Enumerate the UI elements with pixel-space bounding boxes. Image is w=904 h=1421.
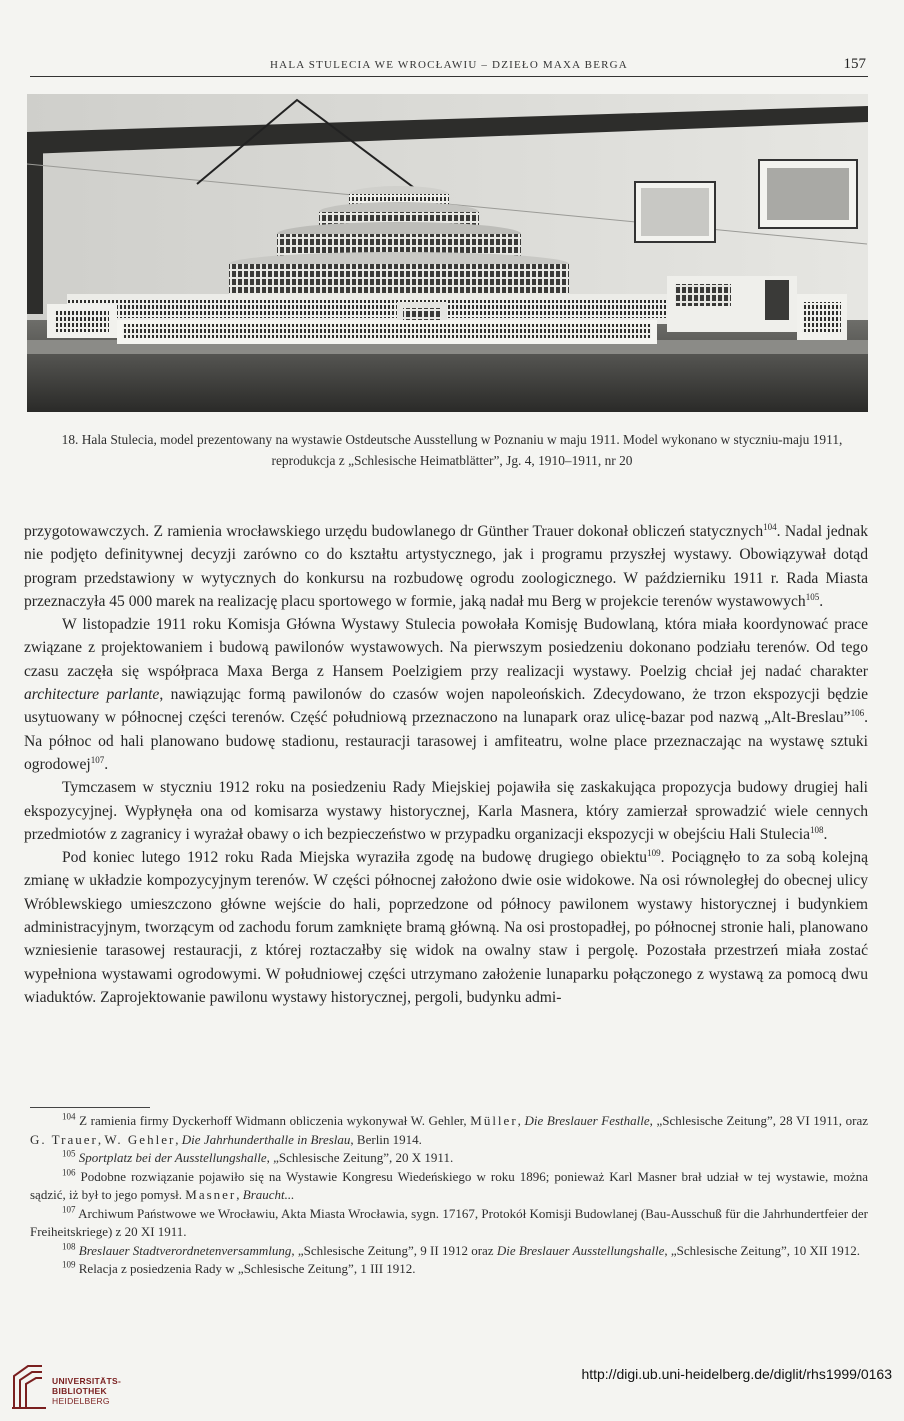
text-run: , „Schlesische Zeitung”, 20 X 1911. bbox=[266, 1150, 454, 1165]
footnote-ref[interactable]: 109 bbox=[647, 847, 661, 858]
italic-title: Braucht... bbox=[242, 1187, 295, 1202]
text-run: Relacja z posiedzenia Rady w „Schlesische Zeitung”, 1 III 1912. bbox=[75, 1261, 416, 1276]
footnote-109 bbox=[30, 1260, 868, 1279]
footnote-number: 107 bbox=[62, 1204, 76, 1215]
text-run: . Pociągnęło to za sobą kolejną zmianę w układzie kompozycyjnym terenów. W części północnej założono dwie osie widokowe. Na osi równoległej do obecnej ulicy Wróblewskiego umieszczono główne wejście do hali, poprzedzone od północy pawilonem wystawy historycznej i budynkiem administracyjnym, tworzącym od zachodu forum zamknięte bramą główną. Na osi prostopadłej, po północnej stronie hali, planowano wzniesienie tarasowej restauracji, z której roztaczałby się widok na owalny staw i pergolę. Pozostała przestrzeń miała zostać wypełniona wystawami ogrodowymi. W południowej części utrzymano założenie lunaparku połączonego z wystawą za pomocą dwu wiaduktów. Zaprojektowanie pawilonu wystawy historycznej, pergoli, budynku admi- bbox=[24, 849, 868, 1006]
text-run: Z ramienia firmy Dyckerhoff Widmann obliczenia wykonywał W. Gehler, bbox=[75, 1113, 471, 1128]
running-title: HALA STULECIA WE WROCŁAWIU – DZIEŁO MAXA BERGA bbox=[270, 59, 628, 71]
text-run: , nawiązując formą pawilonów do czasów wojen napoleońskich. Zdecydowano, że trzon ekspozycji będzie usytuowany w północnej części terenów. Część południową przeznaczono na lunapark oraz ulicę-bazar pod nazwą „Alt-Breslau” bbox=[24, 686, 869, 727]
italic-title: Die Jahrhunderthalle in Breslau bbox=[181, 1131, 351, 1147]
figure-photo bbox=[27, 94, 868, 412]
footnote-divider bbox=[30, 1107, 150, 1108]
figure-caption: 18. Hala Stulecia, model prezentowany na wystawie Ostdeutsche Ausstellung w Poznaniu w maju 1911. Model wykonano w styczniu-maju 1911, reprodukcja z „Schlesische Heimatblätter”, Jg. 4, 1910–1911, nr 20 bbox=[61, 432, 843, 468]
author-name: W. Gehler bbox=[104, 1131, 176, 1147]
text-run: Podobne rozwiązanie pojawiło się na Wystawie Kongresu Wiedeńskiego w roku 1896; ponieważ Karl Masner brał udział w tej wystawie, można sądzić, iż był to jego pomysł. bbox=[30, 1168, 868, 1202]
text-run: , bbox=[236, 1187, 243, 1202]
author-name: Masner bbox=[185, 1187, 237, 1202]
author-name: Müller bbox=[470, 1113, 518, 1128]
footnote-number: 105 bbox=[62, 1148, 76, 1159]
footnote-number: 109 bbox=[62, 1259, 76, 1270]
text-run: , bbox=[517, 1113, 525, 1128]
paragraph bbox=[24, 520, 868, 613]
footnotes bbox=[30, 1112, 868, 1279]
italic-title: Breslauer Stadtverordnetenversammlung bbox=[78, 1242, 292, 1258]
paragraph bbox=[24, 613, 868, 776]
text-run: , „Schlesische Zeitung”, 28 VI 1911, oraz bbox=[649, 1113, 869, 1128]
italic-title: Die Breslauer Ausstellungshalle bbox=[496, 1242, 665, 1258]
footnote-ref[interactable]: 108 bbox=[810, 824, 824, 835]
text-run: , „Schlesische Zeitung”, 9 II 1912 oraz bbox=[291, 1242, 497, 1258]
body-text bbox=[24, 520, 868, 1009]
text-run: przygotowawczych. Z ramienia wrocławskiego urzędu budowlanego dr Günther Trauer dokonał obliczeń statycznych bbox=[24, 523, 764, 540]
text-run: , bbox=[97, 1131, 105, 1147]
text-run: . Na północ od hali planowano budowę stadionu, restauracji tarasowej i amfiteatru, wolne place przeznaczając na wystawę sztuki ogrodowej bbox=[24, 709, 868, 773]
footnote-105 bbox=[30, 1149, 868, 1168]
text-run: Tymczasem w styczniu 1912 roku na posiedzeniu Rady Miejskiej pojawiła się zaskakująca propozycja budowy drugiej hali ekspozycyjnej. Wypłynęła ona od komisarza wystawy historycznej, Karla Masnera, który zamierzał sprowadzić wiele cennych przedmiotów z zagranicy i wyrażał obawy o ich bezpieczeństwo w przypadku organizacji ekspozycji w obejściu Hali Stulecia bbox=[24, 779, 868, 843]
footnote-104 bbox=[30, 1112, 868, 1149]
hall-model-photo bbox=[27, 94, 868, 412]
text-run: , „Schlesische Zeitung”, 10 XII 1912. bbox=[664, 1242, 861, 1258]
paragraph bbox=[24, 846, 868, 1009]
footnote-number: 104 bbox=[62, 1111, 76, 1122]
author-name: G. Trauer bbox=[30, 1131, 98, 1147]
library-name-line: BIBLIOTHEK bbox=[52, 1386, 107, 1396]
text-run: Pod koniec lutego 1912 roku Rada Miejska wyraziła zgodę na budowę drugiego obiektu bbox=[62, 849, 648, 867]
footnote-ref[interactable]: 104 bbox=[763, 521, 777, 532]
text-run: . Nadal jednak nie podjęto definitywnej decyzji zarówno co do kształtu artystycznego, jak i programu przyszłej wystawy. Obowiązywał dotąd program przedstawiony w wytycznych do konkursu na rozbudowę ogrodu zoologicznego. W październiku 1911 r. Rada Miasta przeznaczyła 45 000 marek na realizację placu sportowego w formie, jaką nadał mu Berg w projekcie terenów wystawowych bbox=[24, 523, 868, 610]
running-header bbox=[30, 54, 868, 77]
page-number: 157 bbox=[843, 56, 866, 72]
footnote-ref[interactable]: 107 bbox=[90, 754, 105, 765]
text-run: . bbox=[819, 592, 824, 610]
source-url-link[interactable]: http://digi.ub.uni-heidelberg.de/diglit/rhs1999/0163 bbox=[581, 1366, 892, 1382]
library-name bbox=[52, 1376, 121, 1406]
italic-title: Die Breslauer Festhalle bbox=[524, 1113, 650, 1128]
text-run: , Berlin 1914. bbox=[350, 1131, 422, 1147]
footnote-ref[interactable]: 106 bbox=[850, 708, 865, 719]
italic-title: Sportplatz bei der Ausstellungshalle bbox=[78, 1150, 267, 1165]
footnote-ref[interactable]: 105 bbox=[805, 591, 820, 602]
footnote-107 bbox=[30, 1205, 868, 1242]
footnote-108 bbox=[30, 1242, 868, 1261]
text-run: . bbox=[104, 755, 109, 773]
paragraph bbox=[24, 776, 868, 846]
italic-term: architecture parlante bbox=[24, 686, 160, 704]
text-run: W listopadzie 1911 roku Komisja Główna Wystawy Stulecia powołała Komisję Budowlaną, która miała koordynować prace związane z projektowaniem i budową pawilonów wystawowych. Na pierwszym posiedzeniu dokonano podziału terenów. Od tego czasu zaczęła się współpraca Maxa Berga z Hansem Poelzigiem przy realizacji wystawy. Poelzig chciał jej nadać charakter bbox=[24, 616, 868, 680]
footnote-number: 106 bbox=[62, 1167, 76, 1178]
footnote-number: 108 bbox=[62, 1241, 76, 1252]
library-name-line: UNIVERSITÄTS- bbox=[52, 1376, 122, 1386]
text-run: . bbox=[823, 825, 828, 843]
footnote-106 bbox=[30, 1168, 868, 1205]
library-name-line: HEIDELBERG bbox=[52, 1396, 110, 1406]
text-run: , bbox=[175, 1131, 182, 1147]
text-run: Archiwum Państwowe we Wrocławiu, Akta Miasta Wrocławia, sygn. 17167, Protokół Komisji Budowlanej (Bau-Ausschuß für die Jahrhundertfeier der Freiheitskriege) z 20 XI 1911. bbox=[30, 1205, 868, 1239]
